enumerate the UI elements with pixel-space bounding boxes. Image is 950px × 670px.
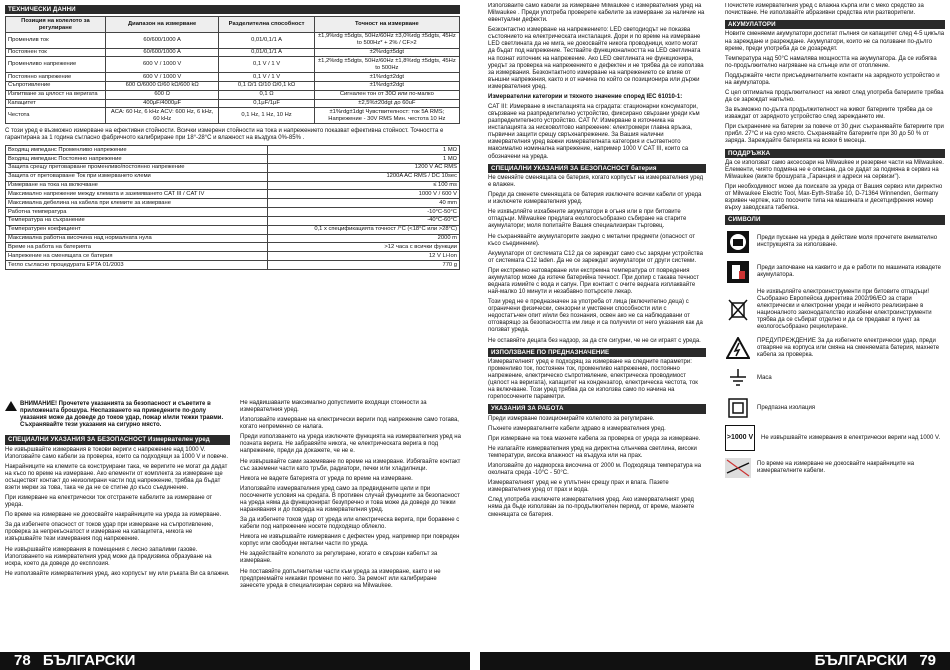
safety-paragraph: За да избегнете опасност от токов удар при измерване на съпротивление, проверка за непрекъснатост и измерване на капацитета, никога не извършвайте тези измервания под напрежение. [5,522,214,543]
spec-label: Измерване на тока на включване [6,181,268,190]
spec-row [6,146,460,155]
accuracy-note: С този уред е възможно измерване на ефективни стойности. Всички измерени стойности на тока и напрежението показват ефективна стойност. Точността е гарантирана за 1 година съгласно фабричното калибриране при 18°-28°C и влажност на въздуха 0%-85% . [5,128,444,142]
spec-row [6,172,460,181]
intended-use-text: Измервателният уред е подходящ за измерване на следните параметри: променливо ток, постоянен ток, променливо напрежение, постоянно напрежение, електрическо съпротивление, електрическа проводимост (цялост на веригата), капацитет на кондензатор, електрическа честота, ток на включване. Този уред трябва да се използва само по начина на горепосочените параметри. [488,358,698,401]
table-cell: ±2,5%±20dgt до 60uF [314,99,459,108]
warning-triangle-icon [5,401,17,411]
intro-paragraph: Безконтактно измерване на напрежението: LED светодиодът не показва състоянието на електрическата инсталация. Дори и по време на измерване LED светлината да не мига, не докосвайте никога проводници, които могат да бъдат под напрежение. Тествайте функционалността на LED светлината на познат източник на напрежение. Ако LED светлината не функционира, уредът за проверка на напрежението е дефектен и не трябва да се използва за измервания. Безконтактното измерване на напрежението се влияе от външни напрежения, както и от начина по който се позиционира или държи измервателния уред. [488,27,704,90]
table-cell: ±1%rdg±1dgt Чувствителност: ток 5A RMS; Напрежение - 30V RMS Мин. честота 10 Hz [314,108,459,124]
over-1000v-icon [725,425,755,451]
table-cell: 0,1 Hz, 1 Hz, 10 Hz [219,108,314,124]
table-row [6,81,460,90]
table-cell: 0,1 Ω/1 Ω/10 Ω/0,1 kΩ [219,81,314,90]
spec-value: 40 mm [267,199,459,208]
maintenance-paragraph: При необходимост може да поискате за уреда от Вашия сервиз или директно от Milwaukee Electric Tool, Max-Eyth-Straße 10, D-71364 Winnenden, Germany взривен чертеж, като посочите типа на машината и десетцифрения номер върху заводската табелка. [725,184,943,212]
safety-paragraphs [5,447,230,578]
accumulator-paragraph: За възможно по-дълга продължителност на живот батериите трябва да се изваждат от зарядното устройство след зареждането им. [725,107,933,121]
battery-paragraph: Не съхранявайте акумулаторите заедно с метални предмети (опасност от късо съединение). [488,233,696,247]
symbol-row [725,335,945,361]
spec-label: Максимална работна височина над нормалната нула [6,234,268,243]
table-cell: 0,01/0,1/1 A [219,32,314,48]
spec-row [6,199,460,208]
symbols-list [725,229,945,481]
safety-paragraph: Използвайте измерване на електрически вериги под напрежение само тогава, когато непременно се налага. [240,417,459,431]
table-row [6,90,460,99]
spec-label: Входящ импеданс Постоянно напрежение [6,155,268,164]
safety-paragraph: Използвайте измервателния уред само за предвидените цели и при посочените условия на средата. В противен случай функциите за безопасност на уреда няма да функционират безупречно и това може да доведе до тежки наранявания и до повреда на измервателния уред. [240,485,460,514]
spec-row [6,155,460,164]
spec-value: 0,1 x спецификацията точност /°C (<18°C или >28°C) [267,225,459,234]
right-col1 [488,3,706,648]
table-col-header: Диапазон на измерване [105,17,219,33]
table-header-row [6,17,460,33]
table-cell: Капацитет [6,99,106,108]
spec-row [6,216,460,225]
symbol-text: По време на измерване не докосвайте накрайниците на измервателните кабели. [757,461,915,475]
work-paragraph: Не излагайте измервателния уред на директна слънчева светлина, високи температури, висока влажност на въздуха или на прах. [488,445,697,459]
battery-paragraph: При екстремно натоварване или екстремна температура от повредения акумулатор може да изтече батерийна течност. При допир с такава течност веднага измийте с вода и сапун. При контакт с очите веднага изплаквайте най-малко 10 минути и незабавно потърсете лекар. [488,267,699,296]
table-cell: ±1,2%rdg ±5dgts, 50Hz/60Hz ±1,8%rdg ±5dgts, 45Hz to 500Hz [314,57,459,73]
table-cell: 0,1 V / 1 V [219,73,314,82]
safety-paragraph: За да избегнете токов удар от уреда или електрическа верига, при боравене с кабели под напрежение носете подходящо облекло. [240,517,460,531]
table-cell: Променлив ток [6,32,106,48]
battery-safety-header: СПЕЦИАЛНИ УКАЗАНИЯ ЗА БЕЗОПАСНОСТ батерия [488,164,706,173]
left-bottom-col1 [5,398,230,648]
table-cell: 0,1 Ω [219,90,314,99]
spec-value: ≤ 100 ms [267,181,459,190]
symbols-header: СИМВОЛИ [725,215,945,224]
battery-remove-icon [725,259,751,285]
spec-label: Максимално напрежение между клемата и заземяването CAT III / CAT IV [6,190,268,199]
spec-table-secondary [5,145,460,270]
table-cell: 0,1 V / 1 V [219,57,314,73]
table-row [6,99,460,108]
safety-paragraph: Не извършвайте измервания в токови вериги с напрежение над 1000 V. Използвайте само кабели за проверка, които са подходящи за 1000 V и повече. [5,446,229,460]
safety-paragraph: Не надвишавайте максимално допустимите входящи стойности за измервателния уред. [240,400,427,414]
maintenance-header: ПОДДРЪЖКА [725,149,945,158]
table-cell: ±1,9%rdg ±5dgts, 50Hz/60Hz ±3,0%rdg ±5dgts, 45Hz to 500Hz* + 2% / CF>2 [314,32,459,48]
accumulator-paragraph: Поддържайте чисти присъединителните контакти на зарядното устройство и на акумулатора. [725,72,940,86]
symbol-text: Маса [757,374,772,381]
right-col1-intro [488,3,706,91]
symbol-row [725,259,945,285]
ground-icon [725,365,751,391]
battery-paragraph: Акумулатори от системата C12 да се зареждат само със зарядни устройства от системата C12 laden. Да не се зареждат акумулатори от други системи. [488,250,704,264]
table-cell: Сигнален тон от 30Ω или по-малко [314,90,459,99]
spec-label: Температура на съхранение [6,216,268,225]
work-paragraph: При измерване на тока махнете кабела за проверка от уреда за измерване. [488,435,701,442]
double-insulation-icon [725,395,751,421]
symbol-text: Предпазна изолация [757,404,816,411]
table-cell: ±2%rdg±5dgt [314,48,459,57]
spec-value: 1 MΩ [267,155,459,164]
maintenance-paragraphs [725,160,945,213]
table-cell: 600 Ω/6000 Ω/60 kΩ/600 kΩ [105,81,219,90]
work-instructions-header: УКАЗАНИЯ ЗА РАБОТА [488,404,706,413]
intro-paragraph: Използвайте само кабели за измерване Milwaukee с измервателния уред на Milwaukee . Преди употреба проверете кабелите за измерване за наличие на евентуални дефекти. [488,3,705,24]
spec-row [6,261,460,270]
spec-label: Тегло съгласно процедурата EPTA 01/2003 [6,261,268,270]
over-1000v-label: >1000 V [726,434,754,442]
safety-paragraph: При измерване на електрически ток отстранете кабелите за измерване от уреда. [5,495,213,509]
table-cell: ±1%rdg±2dgt [314,73,459,82]
table-row [6,57,460,73]
symbol-row [725,455,945,481]
tech-data-header: ТЕХНИЧЕСКИ ДАННИ [5,5,460,14]
spec-label: Защита срещу претоварване променливо/постоянно напрежение [6,163,268,172]
table-cell: Постоянен ток [6,48,106,57]
work-paragraph: Преди измерване позиционирайте колелото за регулиране. [488,415,655,422]
spec-row [6,181,460,190]
mid-paragraphs [240,400,462,590]
spec-label: Температурен коефициент [6,225,268,234]
work-paragraph: След употреба изключете измервателния уред. Ако измервателният уред няма да бъде използван за по-продължителен период, от време, махнете сменящата се батерия. [488,497,695,518]
work-paragraphs [488,416,706,519]
work-paragraph: Измервателният уред не е уплътнен срещу прах и влага. Пазете измервателния уред от прах и вода. [488,480,669,494]
safety-paragraph: Не извършвайте измервания в помещения с лесно запалими газове. Използването на измервателния уред може да предизвика образуване на искра, което да доведе до експлозия. [5,546,212,567]
spec-row [6,208,460,217]
spec-value: 770 g [267,261,459,270]
table-cell: 60/600/1000 A [105,32,219,48]
table-cell: Постоянно напрежение [6,73,106,82]
table-cell: 60/600/1000 A [105,48,219,57]
categories-title: Измервателни категории и тяхното значение според IEC 61010-1: [488,93,683,100]
table-cell: 400μF/4000μF [105,99,219,108]
table-col-header: Разделителна способност [219,17,314,33]
spec-value: 1200 V AC RMS [267,163,459,172]
cleaning-text: Почистете измервателния уред с влажна кърпа или с меко средство за почистване. Не използвайте абразивни средства или разтворители. [725,3,924,17]
table-cell: Изпитване за цялост на веригата [6,90,106,99]
spec-value: 1200A AC RMS / DC 10sec [267,172,459,181]
battery-paragraph: Този уред не е предназначен за употреба от лица (включително деца) с ограничени физически, сензорни и умствени способности или с недостатъчен опит и/или без познания, освен ако не са наблюдавани от отговарящо за безопасността им лице и са получили от него указания как да ползват уреда. [488,299,703,334]
accumulator-paragraph: Температура над 50°C намалява мощността на акумулатора. Да се избягва по-продължително нагряване на слънце или от отопление. [725,55,937,69]
symbol-row [725,365,945,391]
safety-paragraph: Никога не извършвайте измервания с дефектен уред, например при повреден корпус или свободни метални части по уреда. [240,534,460,548]
symbol-row [725,425,945,451]
categories-text: CAT III: Измерване в инсталацията на сградата: стационарни консуматори, свързване на разпределително устройство, фиксирано свързани уреди към разпределителното устройство. CAT IV: Измерване в източника на инсталацията за нисковолтово напрежение: електромери главна връзка, първични защити срещу свръхнапрежение. За Вашия налични измервателния уред важни измервателната категория и съответното максимално номинална напрежение, например 1000 V CAT III, които са обозначени на уреда. [488,104,700,160]
table-cell: 0,1μF/1μF [219,99,314,108]
page-number-left: 78 [14,652,31,669]
accumulator-paragraphs [725,31,945,145]
language-label-left: БЪЛГАРСКИ [42,652,136,669]
spec-row [6,225,460,234]
spec-label: Входящ импеданс Променливо напрежение [6,146,268,155]
safety-paragraph: Не извършвайте сами заземяване по време на измерване. Избягвайте контакт със заземени части като тръби, радиатори, печки или хладилници. [240,458,461,472]
table-cell: 600 Ω [105,90,219,99]
spec-value: 12 V Li-Ion [267,252,459,261]
table-cell: Съпротивление [6,81,106,90]
battery-paragraph: Преди да сменете сменящата се батерия изключете всички кабели от уреда и изключете измервателния уред. [488,192,702,206]
battery-paragraph: Не изхвърляйте изхабените акумулатори в огъня или в при битовите отпадъци. Milwaukee предлага екологосъобразно събиране на старите акумулатори; моля попитайте Вашия специализиран търговец. [488,209,687,230]
warning-box [5,401,230,432]
book-icon [725,229,751,255]
left-bottom-col2 [240,400,462,648]
warning-text: ВНИМАНИЕ! Прочетете указанията за безопасност и съветите в приложената брошура. Неспазването на приведените по-долу указания може да доведе до токов удар, пожар и/или тежки травми. Съхранявайте тези указания на сигурно място. [20,401,224,429]
spec-label: Максимална дебелина на кабела при клемите за измерване [6,199,268,208]
safety-paragraph: Не поставяйте допълнителни части към уреда за измерване, както и не предприемайте никакви промени по него. За ремонт или калибриране занесете уреда в специализиран сервиз на Milwaukee. [240,568,441,589]
spec-row [6,190,460,199]
right-footer [480,652,950,670]
language-label-right: БЪЛГАРСКИ [814,652,908,669]
accumulator-paragraph: При съхранение на батерии за повече от 30 дни: съхранявайте батериите при прибл. 27°C и на сухо място. Съхранявайте батериите при 30 до 50 % от заряда. Зареждайте батерията на всеки 6 месеца. [725,124,944,145]
table-cell: Променливо напрежение [6,57,106,73]
spec-row [6,234,460,243]
intended-use-header: ИЗПОЛЗВАНЕ ПО ПРЕДНАЗНАЧЕНИЕ [488,348,706,357]
table-col-header: Позиция на колелото за регулиране [6,17,106,33]
spec-value: >12 часа с всички функции [267,243,459,252]
safety-header: СПЕЦИАЛНИ УКАЗАНИЯ ЗА БЕЗОПАСНОСТ Измервателен уред [5,435,230,444]
spec-value: -40°C-60°C [267,216,459,225]
spec-row [6,163,460,172]
spec-value: 1 MΩ [267,146,459,155]
spec-value: -10°C-50°C [267,208,459,217]
table-cell: Честота [6,108,106,124]
symbol-row [725,229,945,255]
right-col2 [725,3,945,648]
safety-paragraph: Не задействайте колелото за регулиране, когато е свързан кабелът за измерване. [240,551,438,565]
table-col-header: Точност на измерване [314,17,459,33]
left-footer [0,652,470,670]
battery-paragraph: Не оставяйте децата без надзор, за да сте сигурни, че не си играят с уреда. [488,337,701,344]
weee-bin-icon [725,297,751,323]
battery-paragraphs [488,175,706,345]
table-row [6,73,460,82]
accumulators-header: АКУМУЛАТОРИ [725,20,945,29]
left-page-main [5,3,460,403]
spec-label: Работна температура [6,208,268,217]
safety-paragraph: Не използвайте измервателния уред, ако корпусът му или ръката Ви са влажни. [5,570,230,577]
table-cell: 600 V / 1000 V [105,73,219,82]
spec-label: Напрежение на сменящата се батерия [6,252,268,261]
warning-bolt-icon [725,335,751,361]
work-paragraph: Пъхнете измервателните кабели здраво в измервателния уред. [488,425,666,432]
safety-paragraph: Преди използването на уреда изключете функцията на измервателния уред на позната верига. Не забравяйте никога, че електрическата верига в под напрежение, преди да докажете, че не е. [240,434,461,455]
table-cell: 0,01/0,1/1 A [219,48,314,57]
page-number-right: 79 [919,652,936,669]
spec-label: Време на работа на батерията [6,243,268,252]
table-cell: 600 V / 1000 V [105,57,219,73]
probe-tip-icon [725,455,751,481]
spec-row [6,252,460,261]
work-paragraph: Използвайте до надморска височина от 2000 м. Подходяща температура на околната среда -10°C - 50°C. [488,463,702,477]
battery-paragraph: Не сменяйте сменящата се батерия, когато корпусът на измервателния уред е влажен. [488,174,704,189]
spec-value: 1000 V / 600 V [267,190,459,199]
spec-row [6,243,460,252]
maintenance-paragraph: Да се използват само аксесоари на Milwaukee и резервни части на Milwaukee. Елементи, чиято подмяна не е описана, да се дадат за подмяна в сервиз на Milwaukee (вижте брошурата „Гаранция и адреси на сервизи"). [725,159,944,181]
table-row [6,48,460,57]
accumulator-paragraph: С цел оптимална продължителност на живот след употреба батериите трябва да се зареждат напълно. [725,90,944,104]
table-row [6,108,460,124]
symbol-text: Не изхвърляйте електроинструменти при битовите отпадъци! Съобразно Европейска директива 2002/96/ЕО за стари електрически и електронни уреди и нейното реализиране в националното законодателство изхабени електроинструменти трябва да се събират отделно и да се предават в пункт за екологосъобразно рециклиране. [757,288,932,331]
symbol-row [725,395,945,421]
symbol-text: Преди пускане на уреда в действие моля прочетете внимателно инструкцията за използване. [757,234,938,248]
spec-label: Защита от претоварване Ток при измерването клеми [6,172,268,181]
accumulator-paragraph: Новите сменяеми акумулатори достигат пълния си капацитет след 4-5 цикъла на зареждане и разреждане. Акумулатори, които не са ползвани по-дълго време, преди употреба да се дозаредят. [725,31,945,52]
table-cell: ACA: 60 Hz, 6 kHz ACV: 600 Hz, 6 kHz, 60 kHz [105,108,219,124]
table-cell: ±1%rdg±2dgt [314,81,459,90]
safety-paragraph: Накрайниците на клемите са конструирани така, че веригите не могат да дадат на късо по време на измерване. Ако елементи от комплекта за измерване ще осъществят контакт до неизолирани части под напрежение, трябва да бъдат взети мерки за това, така че да не се стигне до късо съединение. [5,463,228,492]
table-row [6,32,460,48]
safety-paragraph: По време на измерване не докосвайте накрайниците на уреда за измерване. [5,512,222,519]
symbol-row [725,289,945,331]
spec-table-main [5,16,460,124]
symbol-text: ПРЕДУПРЕЖДЕНИЕ За да избегнете електрически удар, преди отваряне на корпуса или смяна на сменяемата батерия, махнете кабела за проверка. [757,337,940,358]
safety-paragraph: Никога не вадете батерията от уреда по време на измерване. [240,475,413,482]
symbol-text: Не извършвайте измервания в електрически вериги над 1000 V. [761,434,941,441]
spec-value: 2000 m [267,234,459,243]
symbol-text: Преди започване на каквито и да е работи по машината извадете акумулатора. [757,264,941,278]
